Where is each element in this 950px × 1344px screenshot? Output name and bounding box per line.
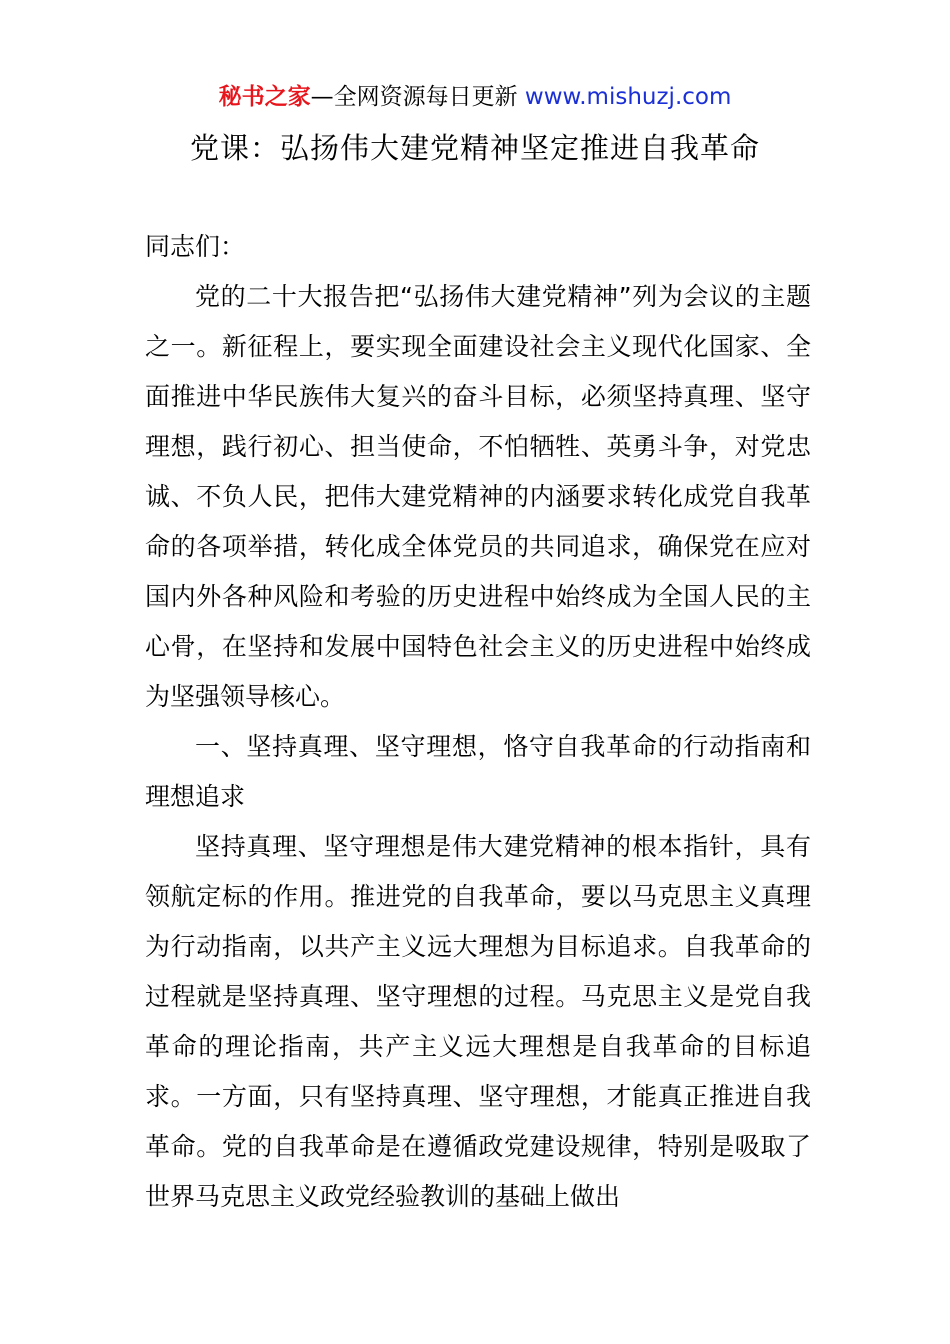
paragraph-1: 党的二十大报告把“弘扬伟大建党精神”列为会议的主题之一。新征程上，要实现全面建设社会主义现代化国家、全面推进中华民族伟大复兴的奋斗目标，必须坚持真理、坚守理想，践行初心、担当使命，不怕牺牲、英勇斗争，对党忠诚、不负人民，把伟大建党精神的内涵要求转化成党自我革命的各项举措，转化成全体党员的共同追求，确保党在应对国内外各种风险和考验的历史进程中始终成为全国人民的主心骨，在坚持和发展中国特色社会主义的历史进程中始终成为坚强领导核心。 [145,282,811,711]
greeting: 同志们： [145,232,246,261]
site-url-link[interactable]: www.mishuzj.com [524,84,732,110]
site-header [0,80,950,114]
document-title: 党课：弘扬伟大建党精神坚定推进自我革命 [189,131,760,165]
section-heading-1: 一、坚持真理、坚守理想，恪守自我革命的行动指南和理想追求 [145,732,811,811]
header-tagline: —全网资源每日更新 [310,84,518,110]
brand-name: 秘书之家 [218,84,311,110]
paragraph-2: 坚持真理、坚守理想是伟大建党精神的根本指针，具有领航定标的作用。推进党的自我革命，要以马克思主义真理为行动指南，以共产主义远大理想为目标追求。自我革命的过程就是坚持真理、坚守理想的过程。马克思主义是党自我革命的理论指南，共产主义远大理想是自我革命的目标追求。一方面，只有坚持真理、坚守理想，才能真正推进自我革命。党的自我革命是在遵循政党建设规律，特别是吸取了世界马克思主义政党经验教训的基础上做出 [145,832,811,1211]
